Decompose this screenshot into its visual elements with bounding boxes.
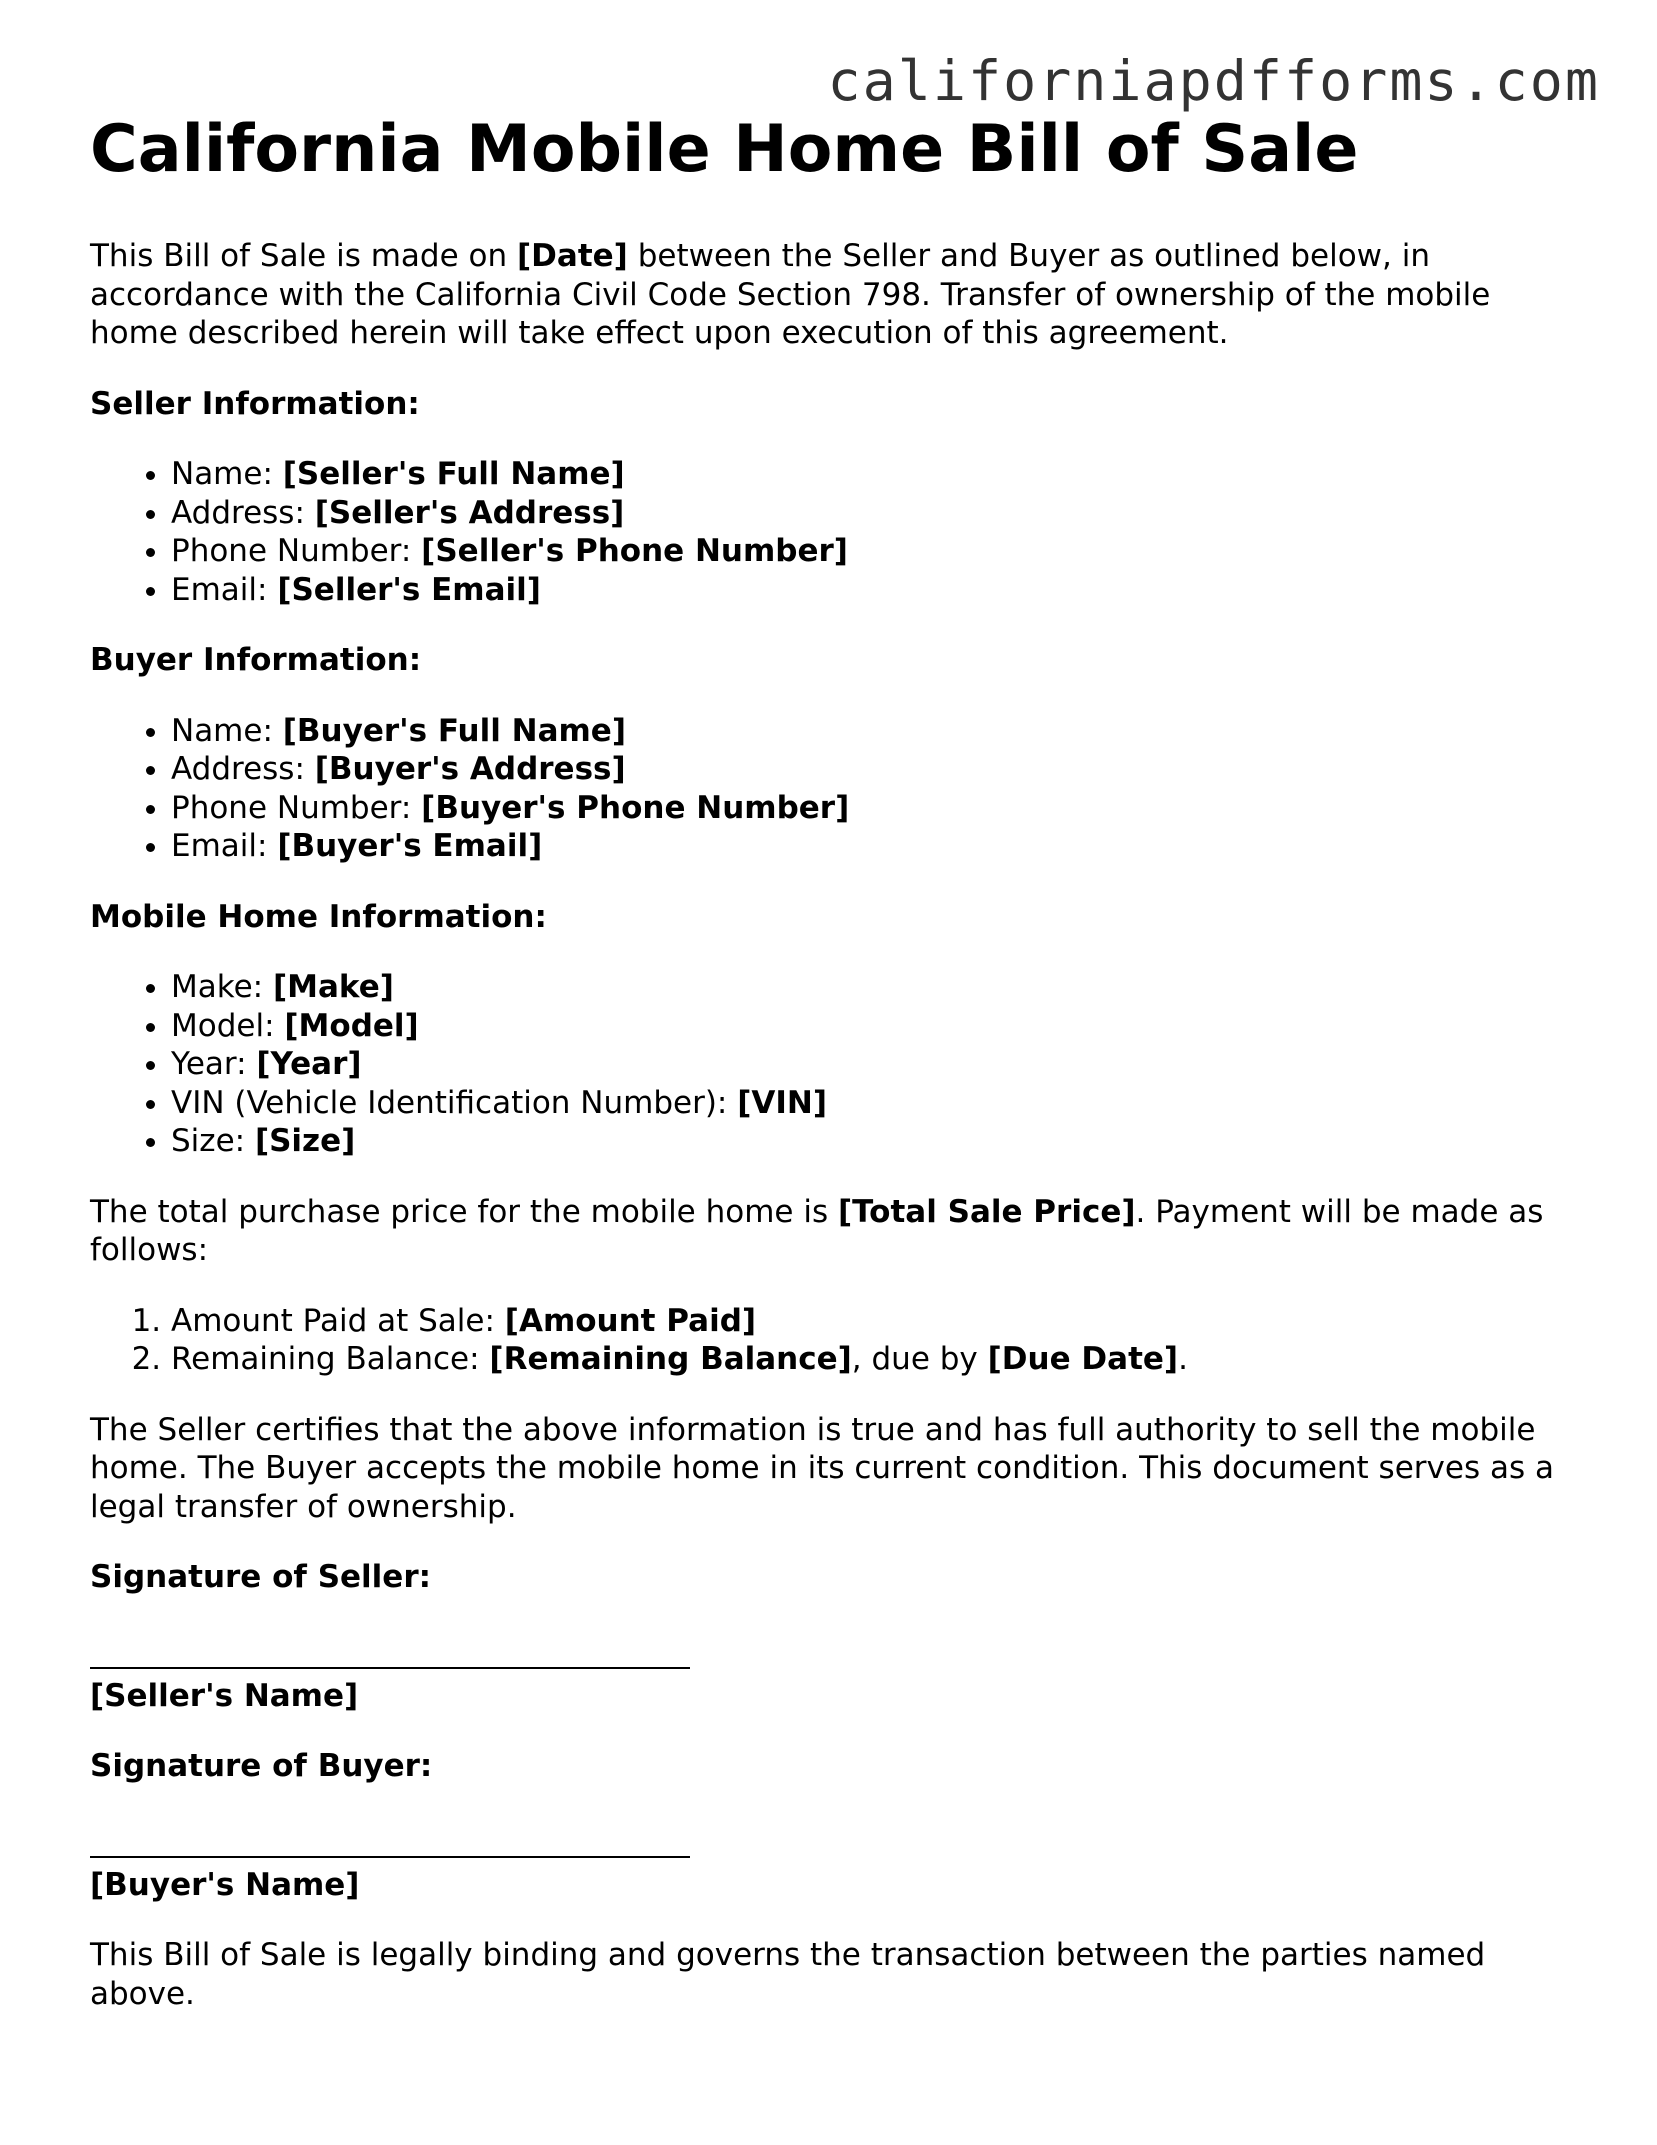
certification-paragraph: The Seller certifies that the above information is true and has full authority to sell the mobile home. The Buyer accepts the mobile home in its current condition. This document serves as a legal transfer of ownership.	[90, 1411, 1554, 1525]
item-label: Address:	[171, 494, 315, 531]
item-value: [Buyer's Phone Number]	[421, 789, 850, 826]
intro-paragraph	[90, 237, 1570, 353]
item-label: Model:	[171, 1007, 285, 1044]
due-date-placeholder: [Due Date]	[987, 1341, 1179, 1377]
list-item	[171, 789, 1570, 828]
item-value: [Model]	[284, 1007, 419, 1044]
item-label: Year:	[171, 1046, 257, 1082]
item-label: Amount Paid at Sale:	[171, 1302, 505, 1339]
buyer-info-list	[90, 712, 1570, 866]
seller-signature-heading: Signature of Seller:	[90, 1559, 432, 1595]
item-value: [Seller's Phone Number]	[421, 533, 848, 569]
item-value: [Year]	[256, 1046, 362, 1082]
item-label: VIN (Vehicle Identification Number):	[171, 1084, 738, 1121]
total-price-placeholder: [Total Sale Price]	[837, 1193, 1136, 1230]
item-value: [Buyer's Full Name]	[282, 712, 626, 749]
seller-signature-block	[90, 1558, 1570, 1715]
list-item	[171, 532, 1570, 571]
item-label: Phone Number:	[171, 789, 422, 826]
item-label: Phone Number:	[171, 533, 422, 569]
page-title: California Mobile Home Bill of Sale	[90, 112, 1359, 187]
item-label: Email:	[171, 571, 278, 608]
list-item	[171, 712, 1570, 751]
list-item	[171, 494, 1570, 533]
list-item	[171, 1340, 1570, 1379]
item-value: [Size]	[254, 1123, 356, 1159]
item-value: [Seller's Email]	[277, 571, 541, 608]
intro-text-1: This Bill of Sale is made on	[90, 238, 517, 274]
list-item	[171, 1045, 1570, 1084]
price-text-2: . Payment will be made as follows:	[90, 1193, 1544, 1268]
seller-info-list	[90, 455, 1570, 609]
seller-info-heading: Seller Information:	[90, 385, 420, 422]
item-value: [Remaining Balance]	[489, 1341, 852, 1377]
item-label: Size:	[171, 1123, 255, 1159]
list-item	[171, 827, 1570, 866]
item-value: [Buyer's Address]	[314, 751, 626, 787]
item-label: Remaining Balance:	[171, 1341, 490, 1377]
buyer-signature-line	[90, 1856, 690, 1858]
list-item	[171, 1302, 1570, 1341]
list-item	[171, 455, 1570, 494]
item-value: [Seller's Full Name]	[282, 456, 625, 492]
list-item	[171, 571, 1570, 610]
list-item	[171, 1084, 1570, 1123]
buyer-signature-heading: Signature of Buyer:	[90, 1748, 433, 1784]
price-paragraph	[90, 1193, 1570, 1270]
home-info-list	[90, 968, 1570, 1161]
item-value: [Buyer's Email]	[277, 828, 543, 864]
price-text-1: The total purchase price for the mobile home is	[90, 1193, 838, 1230]
item-text: , due by	[851, 1341, 988, 1377]
closing-paragraph: This Bill of Sale is legally binding and governs the transaction between the parties named above.	[90, 1937, 1486, 2012]
item-label: Name:	[171, 712, 283, 749]
watermark: californiapdfforms.com	[827, 49, 1600, 113]
list-item	[171, 750, 1570, 789]
list-item	[171, 968, 1570, 1007]
list-item	[171, 1122, 1570, 1161]
item-value: [VIN]	[737, 1084, 828, 1121]
buyer-info-heading: Buyer Information:	[90, 642, 422, 678]
item-label: Email:	[171, 828, 278, 864]
document-body	[90, 237, 1570, 2045]
item-text: .	[1178, 1341, 1188, 1377]
seller-name-placeholder: [Seller's Name]	[90, 1677, 359, 1714]
item-value: [Seller's Address]	[314, 494, 625, 531]
home-info-heading: Mobile Home Information:	[90, 898, 547, 935]
item-value: [Amount Paid]	[504, 1302, 757, 1339]
buyer-name-placeholder: [Buyer's Name]	[90, 1866, 360, 1903]
date-placeholder: [Date]	[517, 238, 628, 274]
seller-signature-line	[90, 1667, 690, 1669]
item-value: [Make]	[272, 969, 394, 1005]
item-label: Make:	[171, 969, 273, 1005]
buyer-signature-block	[90, 1747, 1570, 1904]
intro-text-2: between the Seller and Buyer as outlined below, in accordance with the California Civil Code Section 798. Transfer of ownership of the mobile home described herein will take effect upon execution of this agreement.	[90, 238, 1491, 351]
payment-list	[90, 1302, 1570, 1379]
item-label: Name:	[171, 456, 283, 492]
item-label: Address:	[171, 751, 315, 787]
list-item	[171, 1007, 1570, 1046]
